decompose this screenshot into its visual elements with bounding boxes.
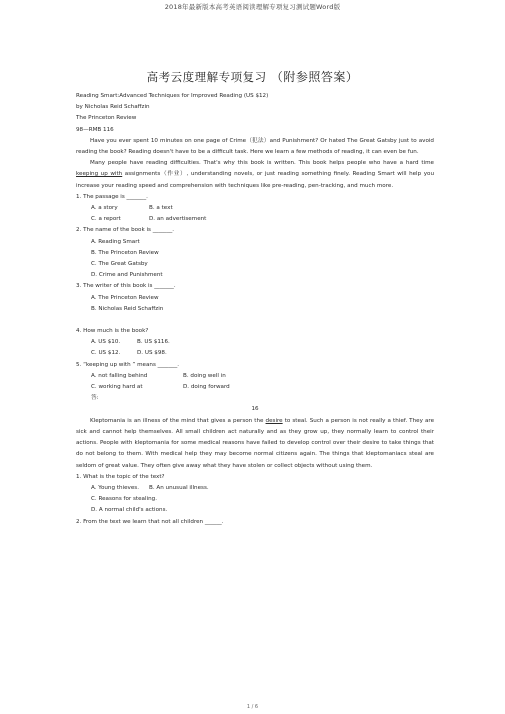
title-answer-tag: （附参照答案） [270, 70, 359, 84]
answer-label: 答: [91, 395, 99, 402]
question-5-options-row-2 [76, 382, 434, 393]
question-1-stem: 1. The passage is _______. [76, 193, 148, 200]
book-publisher: The Princeton Review [76, 115, 137, 122]
underlined-word: desire [265, 417, 283, 424]
page-footer: 1 / 6 [246, 704, 259, 710]
option: B. US $116. [137, 339, 170, 346]
passage-2 [76, 416, 434, 472]
question-4-stem: 4. How much is the book? [76, 328, 149, 335]
option: B. Nicholas Reid Schaffzin [91, 305, 164, 312]
question-1-options-row-1 [76, 203, 434, 214]
option: B. a text [149, 205, 173, 212]
option: D. A normal child's actions. [91, 507, 168, 514]
option: A. US $10. [91, 339, 121, 346]
option: C. Reasons for stealing. [91, 496, 157, 503]
option: A. a story [91, 205, 118, 212]
section-number: 16 [251, 406, 259, 413]
passage-2-question-1-options-row-1 [76, 483, 434, 494]
option: A. Young thieves. [91, 484, 139, 491]
option: A. Reading Smart [91, 238, 140, 245]
title-main: 高考云度理解专项复习 [146, 70, 267, 84]
document-body [76, 91, 434, 528]
document-title [0, 68, 505, 85]
book-title: Reading Smart:Advanced Techniques for Improved Reading (US $12) [76, 93, 269, 99]
option: C. working hard at [91, 384, 143, 391]
option: D. an advertisement [149, 216, 207, 223]
option: B. An unusual illness. [149, 484, 209, 491]
option: B. The Princeton Review [91, 249, 159, 256]
paragraph-2-text-a: Many people have reading difficulties. That's why this book is written. This book helps people who have a hard time [90, 160, 434, 167]
question-4-options-row-1 [76, 337, 434, 348]
paragraph-2 [76, 158, 434, 192]
paragraph-2-text-b: assignments（作业）, understanding novels, or just reading something finely. Reading Smart will help you increase your reading speed and comprehension with techniques like pre-reading, pen-tracking, and much more. [76, 171, 434, 189]
option: D. doing forward [183, 384, 230, 391]
option: A. not falling behind [91, 372, 148, 379]
passage-2-text-a: Kleptomania is an illness of the mind that gives a person the [90, 417, 266, 424]
question-5-options-row-1 [76, 371, 434, 382]
passage-2-question-2-stem: 2. From the text we learn that not all children ______. [76, 518, 224, 525]
page-header: 2018年最新版本高考英语阅读理解专项复习测试题Word版 [164, 3, 341, 11]
question-2-stem: 2. The name of the book is _______. [76, 227, 175, 234]
option: A. The Princeton Review [91, 294, 159, 301]
question-3-stem: 3. The writer of this book is _______. [76, 283, 176, 290]
option: C. US $12. [91, 350, 121, 357]
book-pages-price: 98—RMB 116 [76, 126, 114, 133]
question-4-options-row-2 [76, 348, 434, 359]
passage-2-text-b: to steal. Such a person is not really a thief. They are sick and cannot help themselves. All small children act naturally and as they grow up, they normally learn to control their actions. People with kleptomania for some medical reasons have failed to develop control over their desire to take things that do not belong to them. With medical help they may become normal citizens again. The things that kleptomaniacs steal are seldom of great value. They often give away what they have stolen or collect objects without using them. [76, 417, 435, 469]
option: D. Crime and Punishment [91, 272, 163, 279]
underlined-phrase: keeping up with [76, 171, 123, 178]
spacer [76, 315, 434, 326]
question-5-stem: 5. “keeping up with ” means _______. [76, 361, 180, 368]
option: B. doing well in [183, 372, 226, 379]
option: C. a report [91, 216, 121, 223]
passage-2-question-1-stem: 1. What is the topic of the text? [76, 473, 165, 480]
paragraph-1: Have you ever spent 10 minutes on one page of Crime（犯法）and Punishment? Or hated The Great Gatsby just to avoid reading the book? Reading doesn't have to be a difficult task. Here we learn a few methods of reading, it can even be fun. [76, 137, 434, 156]
question-1-options-row-2 [76, 214, 434, 225]
option: C. The Great Gatsby [91, 261, 148, 268]
book-author: by Nicholas Reid Schaffzin [76, 104, 150, 111]
option: D. US $98. [137, 350, 167, 357]
